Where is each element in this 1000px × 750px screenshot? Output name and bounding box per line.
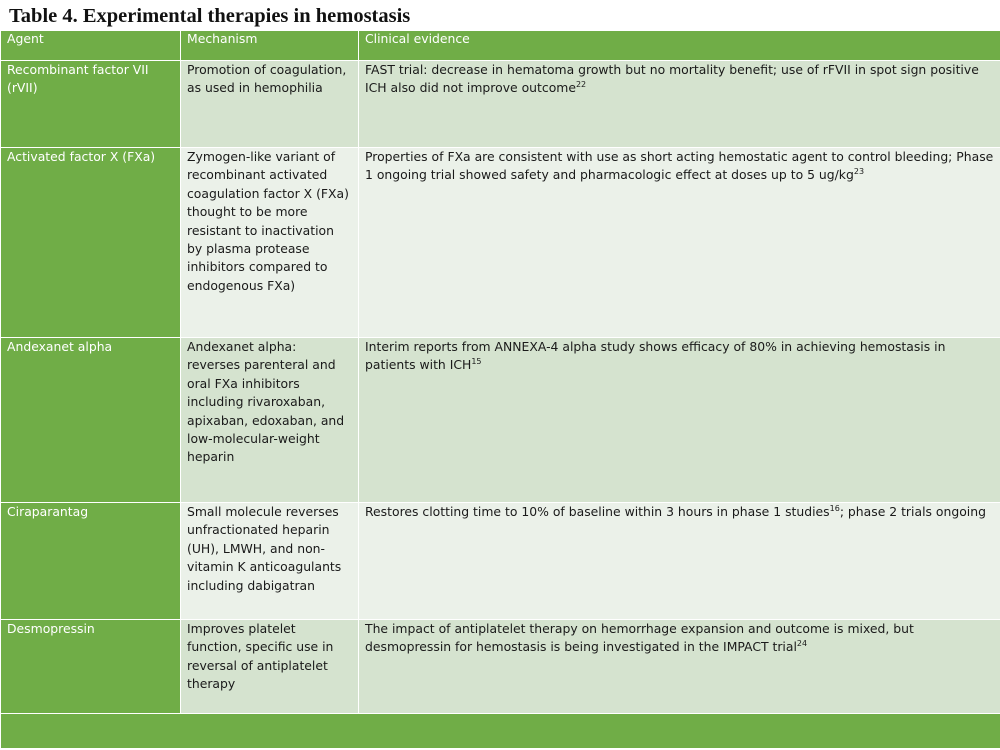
evidence-cell bbox=[359, 503, 1000, 620]
table-footer-band bbox=[1, 714, 1000, 749]
evidence-cell bbox=[359, 620, 1000, 714]
evidence-cell bbox=[359, 338, 1000, 503]
therapies-table bbox=[0, 30, 1000, 749]
table-row bbox=[1, 61, 1000, 148]
agent-cell: Desmopressin bbox=[1, 620, 181, 714]
reference-superscript: 22 bbox=[575, 80, 587, 90]
evidence-text: Properties of FXa are consistent with use as short acting hemostatic agent to control bleeding; Phase 1 ongoing trial showed safety and pharmacologic effect at doses up to 5 ug/kg bbox=[365, 149, 994, 183]
evidence-text-continued: ; phase 2 trials ongoing bbox=[839, 504, 986, 519]
agent-cell: Ciraparantag bbox=[1, 503, 181, 620]
agent-cell: Recombinant factor VII (rVII) bbox=[1, 61, 181, 148]
table-row bbox=[1, 148, 1000, 338]
table-row bbox=[1, 338, 1000, 503]
table-title: Table 4. Experimental therapies in hemostasis bbox=[9, 5, 411, 27]
header-clinical-evidence: Clinical evidence bbox=[359, 31, 1000, 61]
mechanism-cell: Promotion of coagulation, as used in hemophilia bbox=[181, 61, 359, 148]
reference-superscript: 24 bbox=[796, 639, 808, 649]
table-row bbox=[1, 620, 1000, 714]
mechanism-cell: Small molecule reverses unfractionated heparin (UH), LMWH, and non-vitamin K anticoagulants including dabigatran bbox=[181, 503, 359, 620]
header-agent: Agent bbox=[1, 31, 181, 61]
agent-cell: Andexanet alpha bbox=[1, 338, 181, 503]
header-row bbox=[1, 31, 1000, 61]
mechanism-cell: Zymogen-like variant of recombinant activated coagulation factor X (FXa) thought to be more resistant to inactivation by plasma protease inhibitors compared to endogenous FXa) bbox=[181, 148, 359, 338]
reference-superscript: 23 bbox=[853, 167, 865, 177]
mechanism-cell: Andexanet alpha: reverses parenteral and oral FXa inhibitors including rivaroxaban, apixaban, edoxaban, and low-molecular-weight heparin bbox=[181, 338, 359, 503]
evidence-text: Restores clotting time to 10% of baseline within 3 hours in phase 1 studies bbox=[365, 504, 830, 519]
footer-cell bbox=[1, 714, 1000, 749]
evidence-text: FAST trial: decrease in hematoma growth but no mortality benefit; use of rFVII in spot sign positive ICH also did not improve outcome bbox=[365, 62, 979, 96]
header-mechanism: Mechanism bbox=[181, 31, 359, 61]
evidence-cell bbox=[359, 148, 1000, 338]
mechanism-cell: Improves platelet function, specific use in reversal of antiplatelet therapy bbox=[181, 620, 359, 714]
evidence-text: Interim reports from ANNEXA-4 alpha study shows efficacy of 80% in achieving hemostasis in patients with ICH bbox=[365, 339, 946, 373]
reference-superscript: 15 bbox=[471, 357, 482, 367]
evidence-cell bbox=[359, 61, 1000, 148]
reference-superscript: 16 bbox=[829, 504, 840, 513]
evidence-text: The impact of antiplatelet therapy on hemorrhage expansion and outcome is mixed, but desmopressin for hemostasis is being investigated in the IMPACT trial bbox=[365, 621, 914, 655]
table-row bbox=[1, 503, 1000, 620]
agent-cell: Activated factor X (FXa) bbox=[1, 148, 181, 338]
